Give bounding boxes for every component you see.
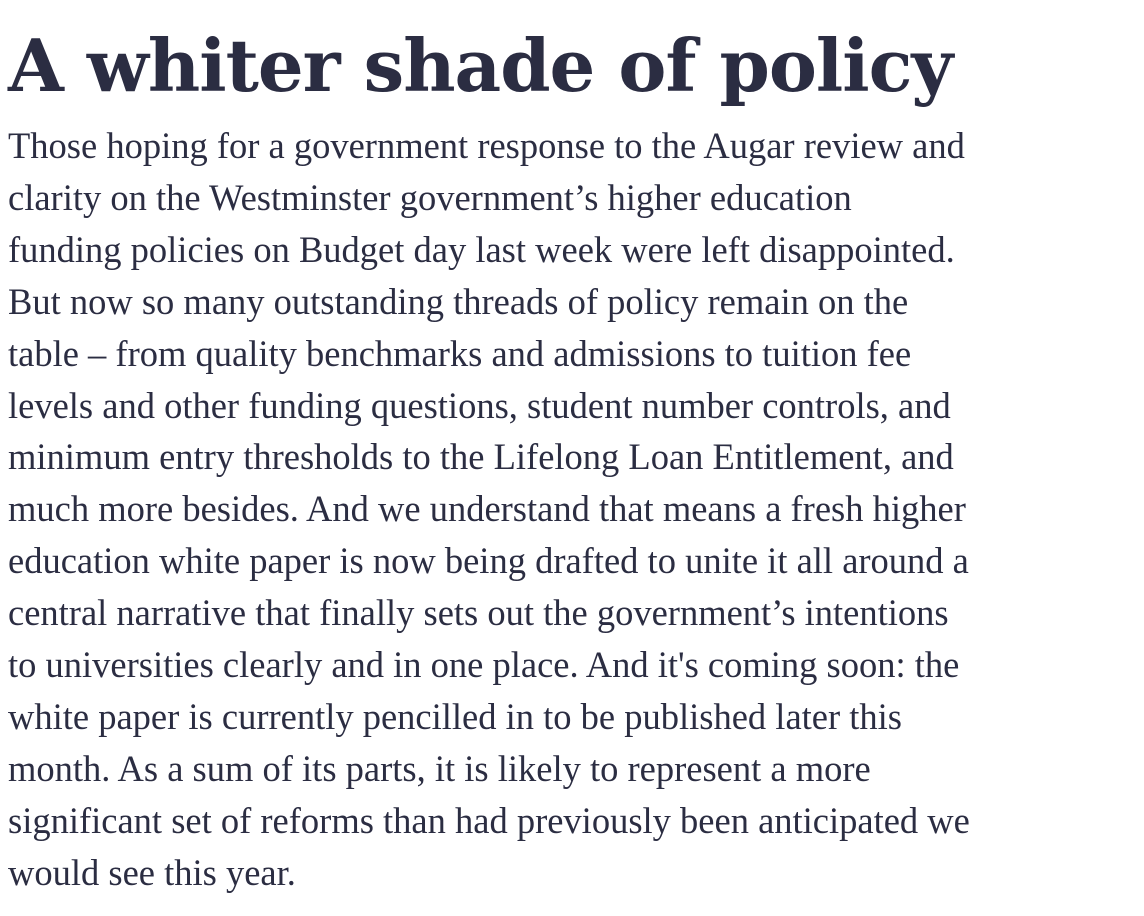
article-title: A whiter shade of policy [8, 23, 953, 108]
body-line: But now so many outstanding threads of policy remain on the [8, 280, 909, 322]
body-line: significant set of reforms than had previously been anticipated we [8, 799, 970, 841]
body-line: would see this year. [8, 851, 296, 893]
body-line: much more besides. And we understand that means a fresh higher [8, 488, 966, 530]
body-line: education white paper is now being drafted to unite it all around a [8, 540, 969, 582]
body-line: levels and other funding questions, student number controls, and [8, 384, 951, 426]
body-line: white paper is currently pencilled in to be published later this [8, 695, 903, 737]
body-line: clarity on the Westminster government’s higher education [8, 176, 852, 218]
article [8, 20, 1136, 899]
body-line: funding policies on Budget day last week were left disappointed. [8, 228, 955, 270]
body-line: month. As a sum of its parts, it is likely to represent a more [8, 747, 871, 789]
body-line: Those hoping for a government response to the Augar review and [8, 125, 965, 166]
body-line: minimum entry thresholds to the Lifelong Loan Entitlement, and [8, 436, 954, 478]
body-line: table – from quality benchmarks and admissions to tuition fee [8, 332, 912, 374]
body-line: central narrative that finally sets out the government’s intentions [8, 592, 949, 634]
article-body [8, 120, 1136, 899]
body-line: to universities clearly and in one place. And it's coming soon: the [8, 644, 960, 686]
